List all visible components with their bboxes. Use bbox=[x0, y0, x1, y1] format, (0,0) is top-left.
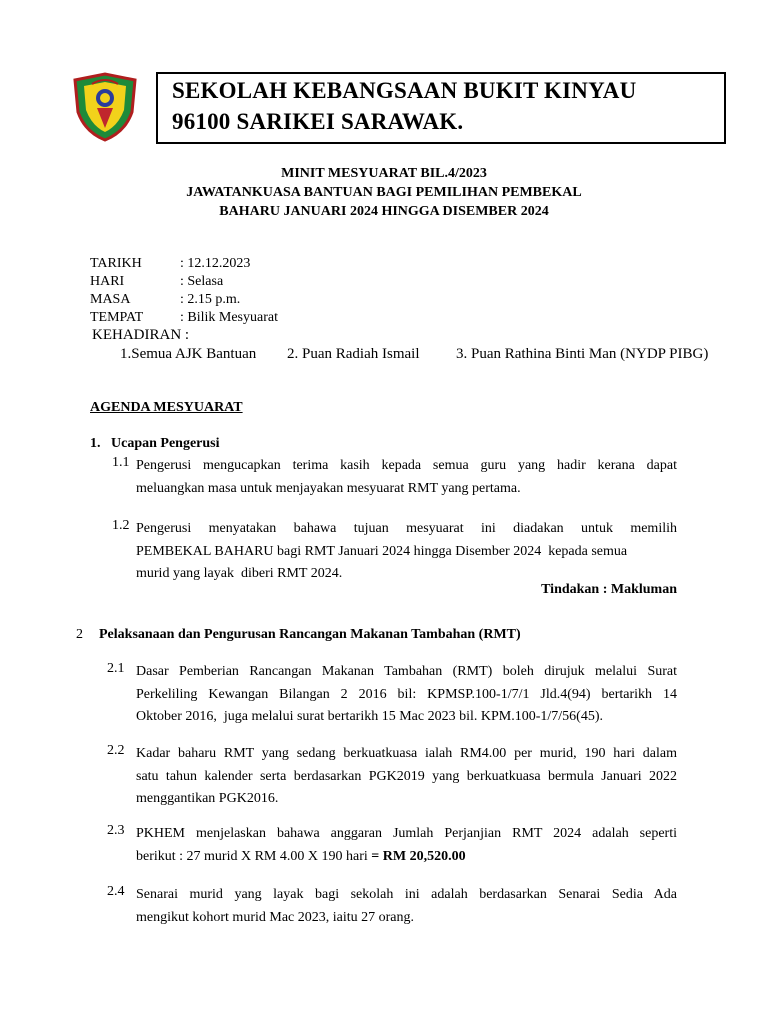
attendee-3: 3. Puan Rathina Binti Man (NYDP PIBG) bbox=[456, 346, 709, 362]
section2-heading: Pelaksanaan dan Pengurusan Rancangan Makanan Tambahan (RMT) bbox=[99, 627, 521, 642]
hari-label: HARI bbox=[90, 274, 125, 289]
section1-heading: 1. Ucapan Pengerusi bbox=[90, 436, 220, 451]
tarikh-value: : 12.12.2023 bbox=[180, 256, 251, 271]
masa-label: MASA bbox=[90, 292, 131, 307]
school-header-box bbox=[156, 72, 726, 144]
item-1-2-number: 1.2 bbox=[112, 518, 130, 533]
attendee-1: 1.Semua AJK Bantuan bbox=[120, 346, 257, 362]
minutes-title: MINIT MESYUARAT BIL.4/2023 bbox=[281, 166, 487, 181]
item-2-2-number: 2.2 bbox=[107, 743, 125, 758]
item-2-3-number: 2.3 bbox=[107, 823, 125, 838]
item-2-2-text: Kadar baharu RMT yang sedang berkuatkuasa ialah RM4.00 per murid, 190 hari dalam satu tahun kalender serta berdasarkan PGK2019 yang berkuatkuasa bermula Januari 2022 menggantikan PGK2016. bbox=[136, 746, 677, 806]
item-1-1-text: Pengerusi mengucapkan terima kasih kepada semua guru yang hadir kerana dapat meluangkan masa untuk menjayakan mesyuarat RMT yang pertama. bbox=[136, 458, 677, 496]
item-1-1-number: 1.1 bbox=[112, 455, 130, 470]
tindakan-makluman: Tindakan : Makluman bbox=[541, 582, 677, 597]
agenda-heading: AGENDA MESYUARAT bbox=[90, 400, 243, 415]
item-2-4-number: 2.4 bbox=[107, 884, 125, 899]
school-name: SEKOLAH KEBANGSAAN BUKIT KINYAU bbox=[172, 78, 637, 103]
tarikh-label: TARIKH bbox=[90, 256, 142, 271]
hari-value: : Selasa bbox=[180, 274, 224, 289]
tempat-value: : Bilik Mesyuarat bbox=[180, 310, 278, 325]
period-title: BAHARU JANUARI 2024 HINGGA DISEMBER 2024 bbox=[219, 204, 549, 219]
tempat-label: TEMPAT bbox=[90, 310, 144, 325]
item-1-2-text: Pengerusi menyatakan bahawa tujuan mesyuarat ini diadakan untuk memilih PEMBEKAL BAHARU bagi RMT Januari 2024 hingga Disember 2024 kepada semua murid yang layak diberi RMT 2024. bbox=[136, 521, 677, 581]
item-2-3-text: PKHEM menjelaskan bahawa anggaran Jumlah Perjanjian RMT 2024 adalah seperti berikut : 27 murid X RM 4.00 X 190 hari = RM 20,520.00 bbox=[136, 826, 677, 864]
attendee-2: 2. Puan Radiah Ismail bbox=[287, 346, 420, 362]
total-amount: = RM 20,520.00 bbox=[371, 848, 466, 864]
item-2-1-number: 2.1 bbox=[107, 661, 125, 676]
masa-value: : 2.15 p.m. bbox=[180, 292, 241, 307]
kehadiran-label: KEHADIRAN : bbox=[92, 327, 190, 343]
item-2-4-text: Senarai murid yang layak bagi sekolah ini adalah berdasarkan Senarai Sedia Ada mengikut kohort murid Mac 2023, iaitu 27 orang. bbox=[136, 887, 677, 925]
school-address: 96100 SARIKEI SARAWAK. bbox=[172, 109, 464, 134]
item-2-1-text: Dasar Pemberian Rancangan Makanan Tambahan (RMT) boleh dirujuk melalui Surat Perkeliling Kewangan Bilangan 2 2016 bil: KPMSP.100-1/7/1 Jld.4(94) bertarikh 14 Oktober 2016, juga melalui surat bertarikh 15 Mac 2023 bil. KPM.100-1/7/56(45). bbox=[136, 664, 677, 724]
committee-title: JAWATANKUASA BANTUAN BAGI PEMILIHAN PEMBEKAL bbox=[186, 185, 582, 200]
school-logo bbox=[70, 72, 140, 142]
section2-number: 2 bbox=[76, 627, 83, 642]
